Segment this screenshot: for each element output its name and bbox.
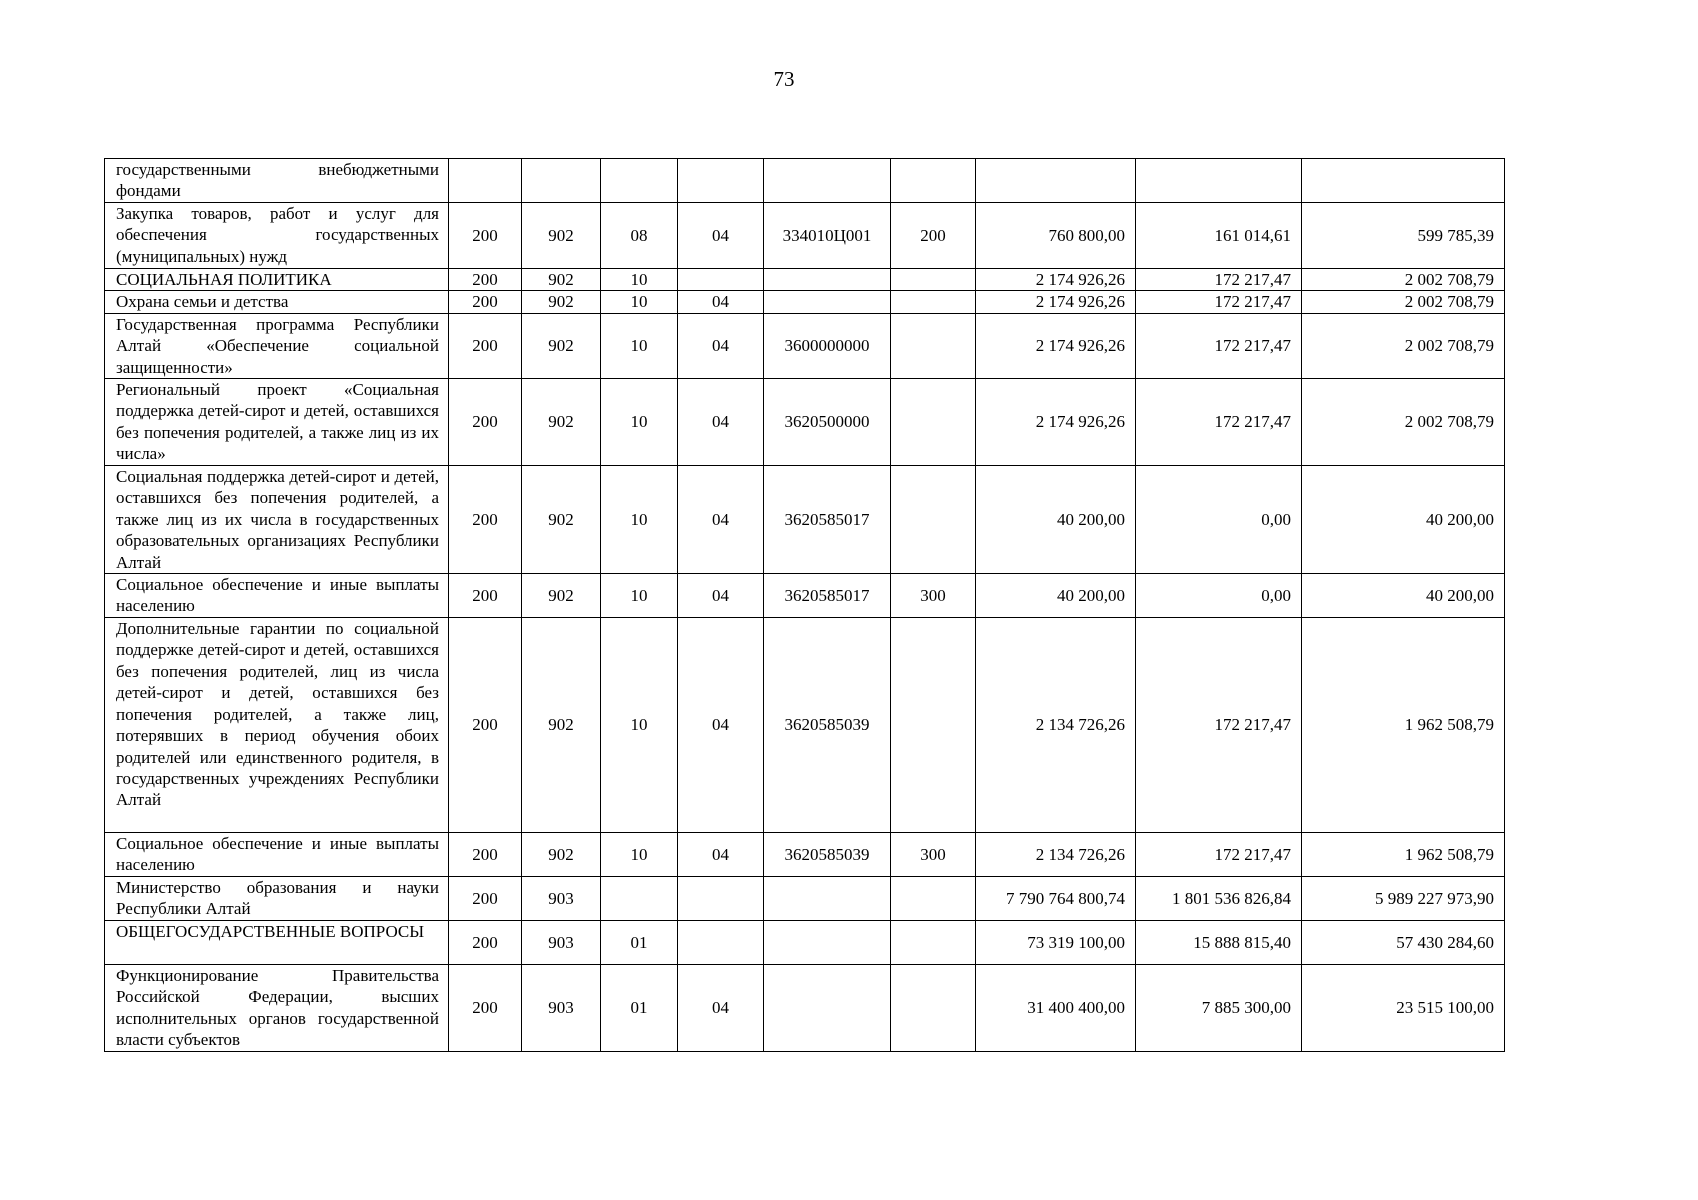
amount-executed: 172 217,47 <box>1136 313 1302 378</box>
amount-remaining: 23 515 100,00 <box>1302 965 1505 1052</box>
row-name: Министерство образования и науки Республики Алтай <box>105 877 449 921</box>
ministry-code: 902 <box>522 466 601 574</box>
grbs-code: 200 <box>449 833 522 877</box>
ministry-code: 903 <box>522 921 601 965</box>
expense-type-code <box>891 313 976 378</box>
amount-executed <box>1136 159 1302 203</box>
grbs-code: 200 <box>449 291 522 313</box>
section-code: 01 <box>601 965 678 1052</box>
amount-remaining: 2 002 708,79 <box>1302 291 1505 313</box>
ministry-code: 902 <box>522 618 601 833</box>
expense-type-code <box>891 921 976 965</box>
ministry-code <box>522 159 601 203</box>
ministry-code: 902 <box>522 291 601 313</box>
section-code: 01 <box>601 921 678 965</box>
grbs-code: 200 <box>449 313 522 378</box>
target-article-code <box>764 159 891 203</box>
amount-executed: 1 801 536 826,84 <box>1136 877 1302 921</box>
amount-executed: 172 217,47 <box>1136 379 1302 466</box>
row-name: Закупка товаров, работ и услуг для обеспечения государственных (муниципальных) нужд <box>105 203 449 269</box>
ministry-code: 903 <box>522 965 601 1052</box>
amount-planned: 2 134 726,26 <box>976 833 1136 877</box>
target-article-code: 334010Ц001 <box>764 203 891 269</box>
amount-executed: 172 217,47 <box>1136 618 1302 833</box>
table-row <box>105 877 1505 921</box>
table-row <box>105 466 1505 574</box>
amount-planned: 2 174 926,26 <box>976 313 1136 378</box>
amount-executed: 172 217,47 <box>1136 269 1302 291</box>
expense-type-code <box>891 877 976 921</box>
amount-planned: 31 400 400,00 <box>976 965 1136 1052</box>
target-article-code: 3600000000 <box>764 313 891 378</box>
row-name: СОЦИАЛЬНАЯ ПОЛИТИКА <box>105 269 449 291</box>
amount-executed: 15 888 815,40 <box>1136 921 1302 965</box>
subsection-code: 04 <box>678 466 764 574</box>
amount-planned: 2 174 926,26 <box>976 269 1136 291</box>
subsection-code: 04 <box>678 203 764 269</box>
amount-planned: 7 790 764 800,74 <box>976 877 1136 921</box>
table-row <box>105 203 1505 269</box>
section-code <box>601 159 678 203</box>
target-article-code: 3620500000 <box>764 379 891 466</box>
amount-planned: 2 174 926,26 <box>976 379 1136 466</box>
amount-planned: 2 134 726,26 <box>976 618 1136 833</box>
amount-executed: 7 885 300,00 <box>1136 965 1302 1052</box>
table-row <box>105 313 1505 378</box>
ministry-code: 902 <box>522 313 601 378</box>
table-row <box>105 965 1505 1052</box>
amount-remaining: 599 785,39 <box>1302 203 1505 269</box>
row-name: Государственная программа Республики Алтай «Обеспечение социальной защищенности» <box>105 313 449 378</box>
grbs-code: 200 <box>449 269 522 291</box>
grbs-code: 200 <box>449 379 522 466</box>
target-article-code <box>764 965 891 1052</box>
target-article-code: 3620585039 <box>764 833 891 877</box>
grbs-code <box>449 159 522 203</box>
section-code: 10 <box>601 574 678 618</box>
subsection-code <box>678 159 764 203</box>
grbs-code: 200 <box>449 203 522 269</box>
amount-planned: 40 200,00 <box>976 466 1136 574</box>
expense-type-code: 200 <box>891 203 976 269</box>
expense-type-code: 300 <box>891 574 976 618</box>
subsection-code: 04 <box>678 965 764 1052</box>
table-row <box>105 379 1505 466</box>
section-code: 10 <box>601 833 678 877</box>
expense-type-code <box>891 269 976 291</box>
subsection-code <box>678 921 764 965</box>
grbs-code: 200 <box>449 965 522 1052</box>
amount-executed: 0,00 <box>1136 466 1302 574</box>
amount-planned: 2 174 926,26 <box>976 291 1136 313</box>
row-name: Социальная поддержка детей-сирот и детей, оставшихся без попечения родителей, а также лиц из их числа в государственных образовательных организациях Республики Алтай <box>105 466 449 574</box>
section-code <box>601 877 678 921</box>
section-code: 10 <box>601 291 678 313</box>
target-article-code <box>764 921 891 965</box>
table-row <box>105 921 1505 965</box>
grbs-code: 200 <box>449 877 522 921</box>
budget-table <box>104 158 1505 1052</box>
row-name: Социальное обеспечение и иные выплаты населению <box>105 574 449 618</box>
amount-remaining <box>1302 159 1505 203</box>
grbs-code: 200 <box>449 574 522 618</box>
target-article-code: 3620585039 <box>764 618 891 833</box>
row-name: государственными внебюджетными фондами <box>105 159 449 203</box>
table-row <box>105 269 1505 291</box>
expense-type-code <box>891 379 976 466</box>
amount-executed: 161 014,61 <box>1136 203 1302 269</box>
amount-remaining: 40 200,00 <box>1302 466 1505 574</box>
ministry-code: 902 <box>522 203 601 269</box>
page-number: 73 <box>773 67 795 91</box>
ministry-code: 902 <box>522 269 601 291</box>
row-name: ОБЩЕГОСУДАРСТВЕННЫЕ ВОПРОСЫ <box>105 921 449 965</box>
table-row <box>105 833 1505 877</box>
ministry-code: 902 <box>522 574 601 618</box>
expense-type-code: 300 <box>891 833 976 877</box>
section-code: 10 <box>601 379 678 466</box>
grbs-code: 200 <box>449 921 522 965</box>
amount-executed: 172 217,47 <box>1136 833 1302 877</box>
row-name: Охрана семьи и детства <box>105 291 449 313</box>
subsection-code: 04 <box>678 833 764 877</box>
expense-type-code <box>891 159 976 203</box>
row-name: Дополнительные гарантии по социальной поддержке детей-сирот и детей, оставшихся без попечения родителей, лиц из числа детей-сирот и детей, оставшихся без попечения родителей, а также лиц, потерявших в период обучения обоих родителей или единственного родителя, в государственных учреждениях Республики Алтай <box>105 618 449 833</box>
section-code: 08 <box>601 203 678 269</box>
subsection-code: 04 <box>678 313 764 378</box>
target-article-code <box>764 269 891 291</box>
table-row <box>105 618 1505 833</box>
subsection-code <box>678 269 764 291</box>
subsection-code: 04 <box>678 574 764 618</box>
section-code: 10 <box>601 618 678 833</box>
table-row <box>105 291 1505 313</box>
subsection-code: 04 <box>678 379 764 466</box>
table-row <box>105 574 1505 618</box>
subsection-code: 04 <box>678 618 764 833</box>
grbs-code: 200 <box>449 618 522 833</box>
amount-executed: 0,00 <box>1136 574 1302 618</box>
expense-type-code <box>891 965 976 1052</box>
target-article-code: 3620585017 <box>764 466 891 574</box>
amount-planned: 73 319 100,00 <box>976 921 1136 965</box>
amount-executed: 172 217,47 <box>1136 291 1302 313</box>
expense-type-code <box>891 291 976 313</box>
amount-remaining: 2 002 708,79 <box>1302 379 1505 466</box>
amount-planned <box>976 159 1136 203</box>
target-article-code: 3620585017 <box>764 574 891 618</box>
subsection-code: 04 <box>678 291 764 313</box>
table-body <box>105 159 1505 1052</box>
amount-remaining: 1 962 508,79 <box>1302 833 1505 877</box>
row-name: Функционирование Правительства Российской Федерации, высших исполнительных органов государственной власти субъектов <box>105 965 449 1052</box>
amount-remaining: 5 989 227 973,90 <box>1302 877 1505 921</box>
row-name: Региональный проект «Социальная поддержка детей-сирот и детей, оставшихся без попечения родителей, а также лиц из их числа» <box>105 379 449 466</box>
amount-remaining: 2 002 708,79 <box>1302 313 1505 378</box>
amount-remaining: 57 430 284,60 <box>1302 921 1505 965</box>
ministry-code: 902 <box>522 379 601 466</box>
ministry-code: 902 <box>522 833 601 877</box>
target-article-code <box>764 291 891 313</box>
section-code: 10 <box>601 466 678 574</box>
target-article-code <box>764 877 891 921</box>
expense-type-code <box>891 618 976 833</box>
amount-remaining: 2 002 708,79 <box>1302 269 1505 291</box>
section-code: 10 <box>601 313 678 378</box>
amount-planned: 40 200,00 <box>976 574 1136 618</box>
ministry-code: 903 <box>522 877 601 921</box>
grbs-code: 200 <box>449 466 522 574</box>
expense-type-code <box>891 466 976 574</box>
amount-remaining: 1 962 508,79 <box>1302 618 1505 833</box>
amount-remaining: 40 200,00 <box>1302 574 1505 618</box>
row-name: Социальное обеспечение и иные выплаты населению <box>105 833 449 877</box>
subsection-code <box>678 877 764 921</box>
table-row <box>105 159 1505 203</box>
amount-planned: 760 800,00 <box>976 203 1136 269</box>
section-code: 10 <box>601 269 678 291</box>
